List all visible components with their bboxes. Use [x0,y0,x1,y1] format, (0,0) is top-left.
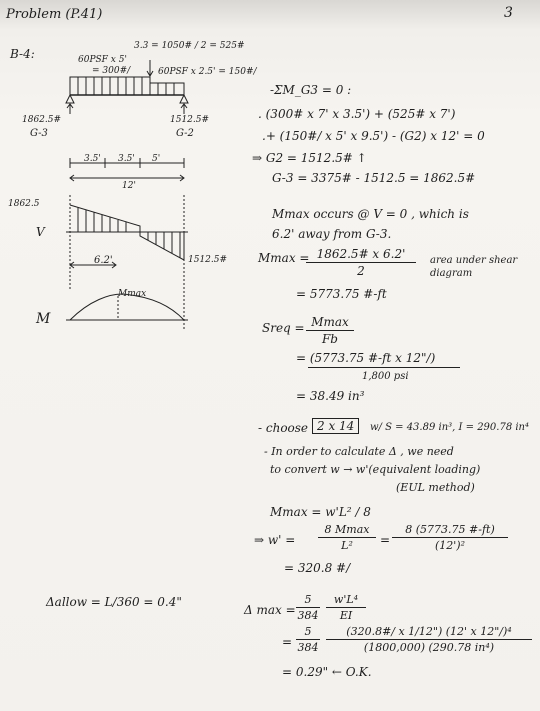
expr-den: EI [339,609,353,622]
deflection-result: = 0.29" ← O.K. [282,665,372,679]
member-props: w/ S = 43.89 in³, I = 290.78 in⁴ [370,422,530,433]
wprime-den2: (12')² [434,539,465,552]
page-number: 3 [504,5,513,21]
statics-eq1: . (300# x 7' x 3.5') + (525# x 7') [258,107,456,121]
support-right: G-2 [176,128,194,139]
left-support [66,95,74,103]
sub-den: (1800,000) (290.78 in⁴) [363,641,495,654]
mmax-numerator: 1862.5# x 6.2' [316,247,406,261]
reaction-right: 1512.5# [170,115,210,125]
coef-num-2: 5 [304,625,312,638]
choose-note2: to convert w → w'(equivalent loading) [270,463,481,476]
wprime-fraction1 [318,524,376,551]
right-support [180,95,188,103]
wprime-den: L² [341,539,353,552]
span-b: 3.5' [118,154,135,164]
g3-result: G-3 = 3375# - 1512.5 = 1862.5# [272,171,476,185]
g2-result: ⇒ G2 = 1512.5# ↑ [252,151,367,165]
span-c: 5' [152,154,161,164]
equals-sign-2: = [282,635,293,649]
sum-moments: -ΣM_G3 = 0 : [270,83,352,97]
coef-num: 5 [304,593,312,606]
point-load-calc: 3.3 = 1050# / 2 = 525# [134,41,245,51]
mmax-denominator: 2 [357,264,365,278]
wprime-result: = 320.8 #/ [284,561,351,575]
choose-note1: - In order to calculate Δ , we need [264,445,454,458]
sreq-fraction-bar [308,367,460,368]
coef-den: 384 [297,609,319,622]
moment-label: M [36,311,51,327]
zero-shear-distance: 6.2' [94,255,113,266]
wprime-fraction2 [392,524,508,551]
deflection-expr [326,594,366,621]
deflection-coef [296,594,320,621]
shear-label: V [36,225,45,239]
mmax-line2: 6.2' away from G-3. [272,227,392,241]
deflection-sub [326,626,532,653]
deflection-max-lhs: Δ max = [244,603,296,617]
mmax-lhs: Mmax = [258,251,310,265]
wprime-num2: 8 (5773.75 #-ft) [405,523,495,536]
chosen-member: 2 x 14 [312,418,359,434]
left-load-label: 60PSF x 5' [78,55,127,65]
equals-sign: = [380,533,391,547]
mmax-line1: Mmax occurs @ V = 0 , which is [272,207,469,221]
mmax-fraction [306,248,416,277]
sreq-den: Fb [321,332,338,346]
coef-den-2: 384 [297,641,319,654]
wprime-num: 8 Mmax [324,523,370,536]
right-load-label: 60PSF x 2.5' = 150#/ [158,67,257,77]
moment-curve [70,294,184,320]
support-left: G-3 [30,128,48,139]
deflection-allow: Δallow = L/360 = 0.4" [46,595,182,609]
beam-id: B-4: [10,47,35,61]
sreq-num2: = (5773.75 #-ft x 12"/) [296,351,436,365]
page-title: Problem (P.41) [6,7,103,22]
shear-top-value: 1862.5 [8,199,40,209]
load-hatching [78,77,174,95]
deflection-coef-2 [296,626,320,653]
sreq-lhs: Sreq = [262,321,305,335]
choose-note3: (EUL method) [396,481,475,494]
sreq-num: Mmax [311,315,349,329]
span-total: 12' [122,181,136,191]
mmax-result: = 5773.75 #-ft [296,287,387,301]
sreq-result: = 38.49 in³ [296,389,365,403]
choose-prefix: - choose [258,421,309,435]
left-load-value: = 300#/ [92,66,131,76]
sreq-fraction [306,316,354,345]
wprime-eq1: Mmax = w'L² / 8 [270,505,371,519]
expr-num: w'L⁴ [333,593,359,606]
reaction-left: 1862.5# [22,115,62,125]
moment-peak-label: Mmax [118,289,147,299]
span-a: 3.5' [84,154,101,164]
mmax-note: area under shear diagram [430,255,518,279]
statics-eq2: .+ (150#/ x 5' x 9.5') - (G2) x 12' = 0 [262,129,485,143]
shear-bottom-value: 1512.5# [188,255,228,265]
wprime-arrow: ⇒ w' = [254,533,296,547]
sub-num: (320.8#/ x 1/12") (12' x 12"/)⁴ [346,625,512,638]
sreq-den2: 1,800 psi [362,371,409,382]
right-load-box [150,83,184,95]
